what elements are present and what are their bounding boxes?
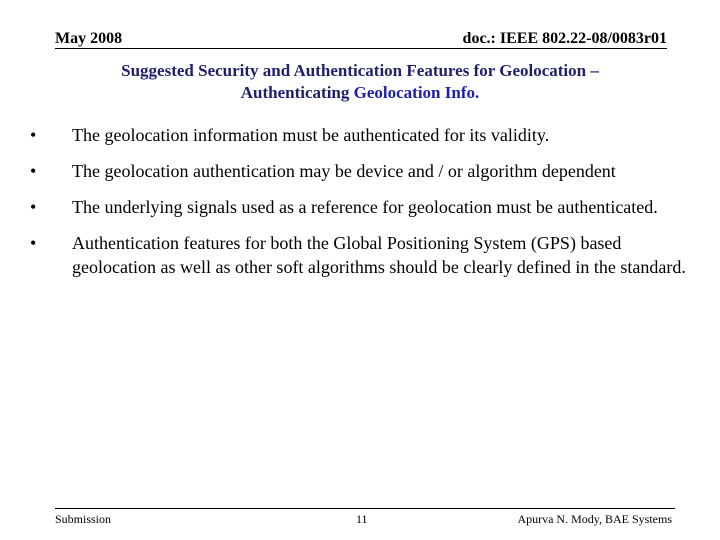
bullet-list (30, 123, 690, 291)
header-doc-id: doc.: IEEE 802.22-08/0083r01 (462, 30, 667, 47)
bullet-marker: • (30, 197, 37, 217)
bullet-item (30, 159, 690, 183)
title-line-2b: Geolocation Info. (353, 83, 480, 102)
bullet-text: Authentication features for both the Global Positioning System (GPS) based geolocation as well as other soft algorithms should be clearly defined in the standard. (72, 233, 686, 277)
footer-author: Apurva N. Mody, BAE Systems (517, 512, 672, 526)
bullet-text: The geolocation authentication may be device and / or algorithm dependent (72, 161, 616, 181)
slide-title (60, 60, 660, 104)
header-date: May 2008 (55, 30, 123, 47)
bullet-marker: • (30, 161, 37, 181)
bullet-marker: • (30, 125, 37, 145)
bullet-item (30, 123, 690, 147)
slide-header (55, 26, 667, 49)
footer-page-number: 11 (356, 512, 368, 526)
title-line-2a: Authenticating (240, 83, 354, 102)
title-line-1: Suggested Security and Authentication Features for Geolocation – (121, 61, 599, 80)
bullet-item (30, 195, 690, 219)
bullet-item (30, 231, 690, 279)
slide-footer (55, 508, 675, 526)
bullet-text: The underlying signals used as a reference for geolocation must be authenticated. (72, 197, 658, 217)
bullet-text: The geolocation information must be authenticated for its validity. (72, 125, 550, 145)
bullet-marker: • (30, 233, 37, 253)
footer-submission: Submission (55, 512, 112, 526)
